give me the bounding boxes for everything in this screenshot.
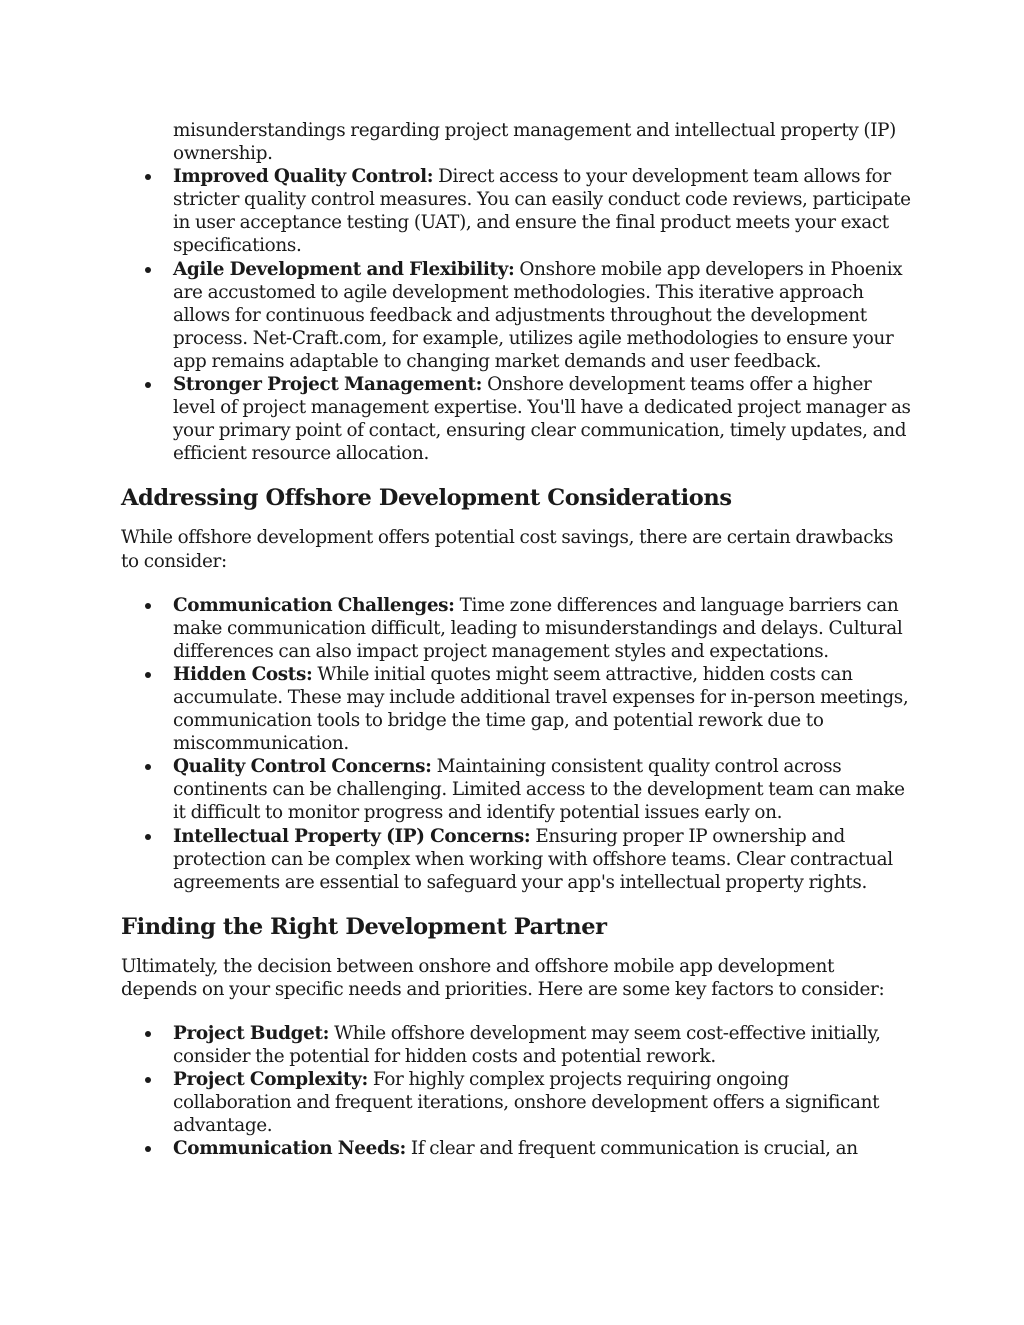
list-item [121,1022,911,1068]
item-title: Agile Development and Flexibility: [173,258,515,280]
item-text: If clear and frequent communication is crucial, an [405,1138,858,1160]
section-heading-offshore: Addressing Offshore Development Considerations [121,485,732,512]
item-text: For highly complex projects requiring ongoing collaboration and frequent iterations, onshore development offers a significant advantage. [173,1069,880,1137]
key-factors-list [121,1022,911,1161]
list-item [121,594,911,663]
item-text: While offshore development may seem cost-effective initially, consider the potential for hidden costs and potential rework. [173,1023,881,1068]
item-text: Time zone differences and language barriers can make communication difficult, leading to misunderstandings and delays. Cultural differences can also impact project management styles and expectations. [173,594,903,662]
list-item [121,755,911,824]
item-text: Onshore mobile app developers in Phoenix are accustomed to agile development methodologies. This iterative approach allows for continuous feedback and adjustments throughout the development process. Net-Craft.com, for example, utilizes agile methodologies to ensure your app remains adaptable to changing market demands and user feedback. [173,258,903,372]
item-title: Communication Needs: [173,1138,406,1160]
item-text: While initial quotes might seem attractive, hidden costs can accumulate. These may include additional travel expenses for in-person meetings, communication tools to bridge the time gap, and potential rework due to miscommunication. [173,663,909,755]
document-page [121,119,911,1161]
bullet-icon [145,382,151,388]
list-item [121,825,911,894]
list-item [121,1068,911,1137]
bullet-icon [145,1031,151,1037]
item-text: Onshore development teams offer a higher level of project management expertise. You'll have a dedicated project manager as your primary point of contact, ensuring clear communication, timely updates, and efficient resource allocation. [173,374,911,465]
list-item [121,663,911,755]
list-item [121,165,911,257]
item-title: Intellectual Property (IP) Concerns: [173,825,531,847]
item-title: Hidden Costs: [173,663,313,685]
bullet-icon [145,834,151,840]
bullet-icon [145,603,151,609]
item-title: Stronger Project Management: [173,374,483,396]
list-item [121,373,911,465]
offshore-considerations-list [121,594,911,894]
bullet-icon [145,672,151,678]
item-text: Direct access to your development team allows for stricter quality control measures. You can easily conduct code reviews, participate in user acceptance testing (UAT), and ensure the final product meets your exact specifications. [173,166,911,257]
item-text: Ensuring proper IP ownership and protection can be complex when working with offshore teams. Clear contractual agreements are essential to safeguard your app's intellectual property rights. [173,825,893,893]
list-item-continuation [121,119,911,165]
list-item [121,258,911,373]
section-intro-partner: Ultimately, the decision between onshore and offshore mobile app development depends on your specific needs and priorities. Here are some key factors to consider: [121,955,885,1000]
bullet-icon [145,1077,151,1083]
bullet-icon [145,267,151,273]
item-title: Project Budget: [173,1023,330,1044]
item-title: Communication Challenges: [173,594,455,616]
item-title: Project Complexity: [173,1069,368,1091]
item-title: Improved Quality Control: [173,166,434,188]
bullet-icon [145,764,151,770]
bullet-icon [145,1146,151,1152]
benefits-list [121,119,911,465]
section-intro-offshore: While offshore development offers potential cost savings, there are certain drawbacks to consider: [121,527,894,572]
item-text: Maintaining consistent quality control across continents can be challenging. Limited access to the development team can make it difficult to monitor progress and identify potential issues early on. [173,756,905,824]
section-heading-partner: Finding the Right Development Partner [121,913,607,940]
continuation-text: misunderstandings regarding project management and intellectual property (IP) ownership. [173,120,896,165]
item-title: Quality Control Concerns: [173,756,432,778]
bullet-icon [145,174,151,180]
list-item [121,1137,911,1160]
